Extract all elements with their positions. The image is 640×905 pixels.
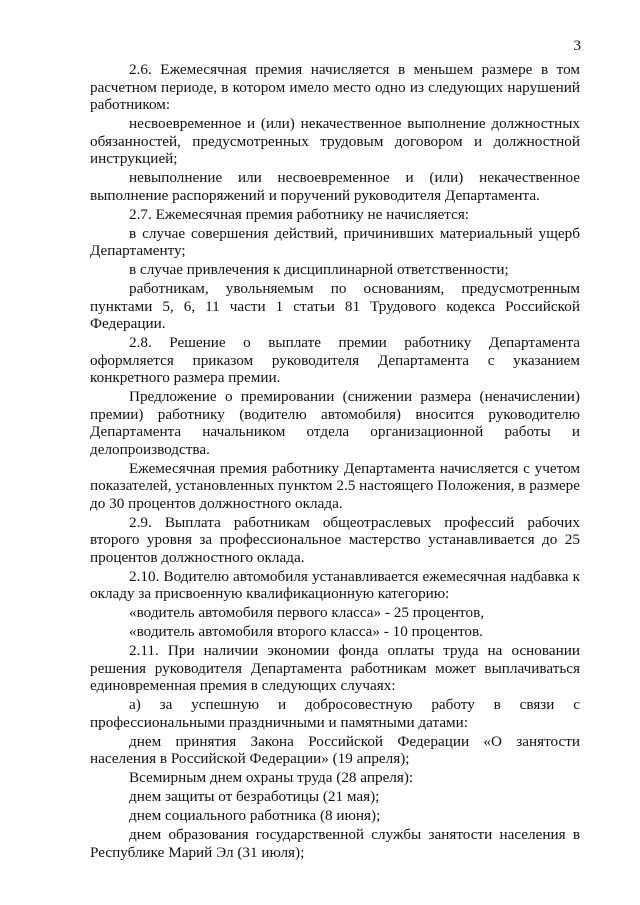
date-item-labour-safety: Всемирным днем охраны труда (28 апреля): [129, 769, 414, 786]
paragraph-2-8-proposal: Предложение о премировании (снижении размера (неначислении) премии) работнику (водителю автомобиля) вносится руководителю Департамента начальником отдела организационной работы и делопроизводства. [90, 388, 580, 458]
paragraph-2-7-item-3: работникам, увольняемым по основаниям, предусмотренным пунктами 5, 6, 11 части 1 статьи 81 Трудового кодекса Российской Федерации. [90, 280, 580, 332]
date-item-social-worker: днем социального работника (8 июня); [129, 807, 381, 824]
paragraph-2-6-item-1: несвоевременное и (или) некачественное выполнение должностных обязанностей, предусмотренных трудовым договором и должностной инструкцией; [90, 115, 580, 167]
paragraph-2-6-item-2: невыполнение или несвоевременное и (или) некачественное выполнение распоряжений и поручений руководителя Департамента. [90, 169, 580, 204]
paragraph-2-8: 2.8. Решение о выплате премии работнику Департамента оформляется приказом руководителя Департамента с указанием конкретного размера премии. [90, 334, 580, 386]
paragraph-2-7-item-1: в случае совершения действий, причинивших материальный ущерб Департаменту; [90, 224, 580, 259]
paragraph-2-11: 2.11. При наличии экономии фонда оплаты труда на основании решения руководителя Департамента работникам может выплачиваться единовременная премия в следующих случаях: [90, 642, 580, 694]
date-item-unemployment: днем защиты от безработицы (21 мая); [129, 788, 380, 805]
paragraph-2-10-item-2: «водитель автомобиля второго класса» - 10 процентов. [129, 623, 483, 640]
paragraph-2-8-monthly-bonus: Ежемесячная премия работнику Департамента начисляется с учетом показателей, установленных пунктом 2.5 настоящего Положения, в размере до 30 процентов должностного оклада. [90, 459, 580, 512]
paragraph-2-7-item-2: в случае привлечения к дисциплинарной ответственности; [129, 261, 509, 278]
date-item-employment-law: днем принятия Закона Российской Федерации «О занятости населения в Российской Федерации» (19 апреля); [90, 732, 580, 767]
paragraph-2-7: 2.7. Ежемесячная премия работнику не начисляется: [129, 205, 470, 223]
page-number: 3 [573, 38, 581, 54]
paragraph-2-10: 2.10. Водителю автомобиля устанавливается ежемесячная надбавка к окладу за присвоенную квалификационную категорию: [90, 567, 580, 602]
paragraph-2-9: 2.9. Выплата работникам общеотраслевых профессий рабочих второго уровня за профессиональное мастерство устанавливается до 25 процентов должностного оклада. [90, 513, 580, 566]
date-item-employment-service: днем образования государственной службы занятости населения в Республике Марий Эл (31 июля); [90, 826, 580, 861]
paragraph-2-10-item-1: «водитель автомобиля первого класса» - 25 процентов, [129, 604, 485, 621]
document-body [90, 61, 580, 863]
paragraph-2-6: 2.6. Ежемесячная премия начисляется в меньшем размере в том расчетном периоде, в котором имело место одно из следующих нарушений работником: [90, 61, 580, 113]
paragraph-2-11-a: а) за успешную и добросовестную работу в связи с профессиональными праздничными и памятными датами: [90, 696, 580, 731]
